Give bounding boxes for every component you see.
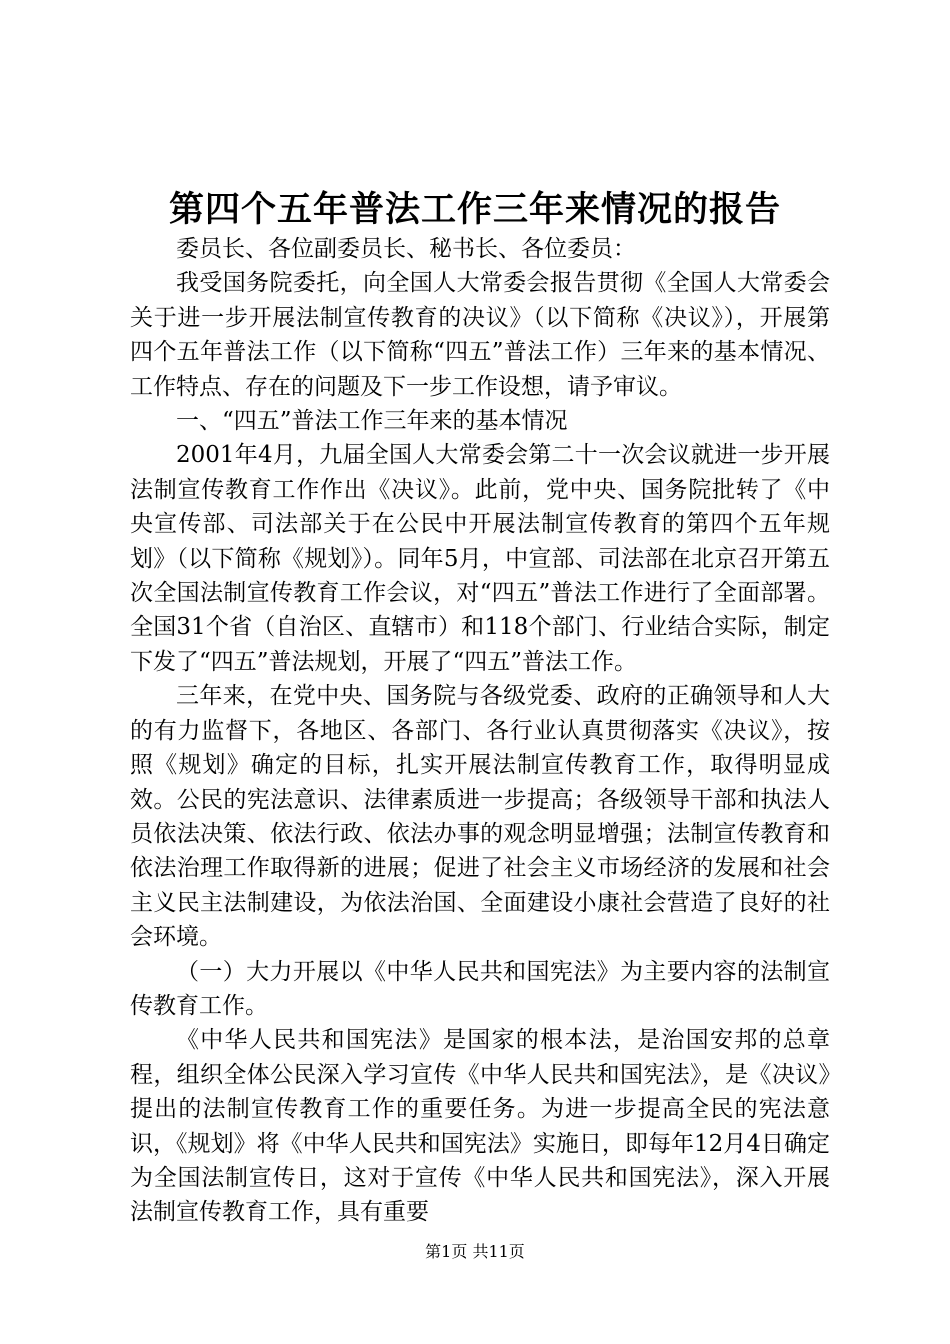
page-footer: 第1页 共11页	[425, 1242, 525, 1261]
paragraph-salutation: 委员长、各位副委员长、秘书长、各位委员：	[176, 236, 636, 262]
paragraph-constitution: 《中华人民共和国宪法》是国家的根本法，是治国安邦的总章程，组织全体公民深入学习宣传《中华人民共和国宪法》，是《决议》提出的法制宣传教育工作的重要任务。为进一步提高全民的宪法意识，《规划》将《中华人民共和国宪法》实施日，即每年12月4日确定为全国法制宣传日，这对于宣传《中华人民共和国宪法》，深入开展法制宣传教育工作，具有重要	[130, 1027, 830, 1226]
paragraph-background: 2001年4月，九届全国人大常委会第二十一次会议就进一步开展法制宣传教育工作作出《决议》。此前，党中央、国务院批转了《中央宣传部、司法部关于在公民中开展法制宣传教育的第四个五年规划》（以下简称《规划》）。同年5月，中宣部、司法部在北京召开第五次全国法制宣传教育工作会议，对“四五”普法工作进行了全面部署。全国31个省（自治区、直辖市）和118个部门、行业结合实际，制定下发了“四五”普法规划，开展了“四五”普法工作。	[130, 442, 830, 675]
document-title: 第四个五年普法工作三年来情况的报告	[168, 189, 781, 230]
paragraph-intro: 我受国务院委托，向全国人大常委会报告贯彻《全国人大常委会关于进一步开展法制宣传教育的决议》（以下简称《决议》），开展第四个五年普法工作（以下简称“四五”普法工作）三年来的基本情况、工作特点、存在的问题及下一步工作设想，请予审议。	[130, 270, 830, 400]
subsection-heading-1: （一）大力开展以《中华人民共和国宪法》为主要内容的法制宣传教育工作。	[130, 958, 830, 1019]
paragraph-achievements: 三年来，在党中央、国务院与各级党委、政府的正确领导和人大的有力监督下，各地区、各部门、各行业认真贯彻落实《决议》，按照《规划》确定的目标，扎实开展法制宣传教育工作，取得明显成效。公民的宪法意识、法律素质进一步提高；各级领导干部和执法人员依法决策、依法行政、依法办事的观念明显增强；法制宣传教育和依法治理工作取得新的进展；促进了社会主义市场经济的发展和社会主义民主法制建设，为依法治国、全面建设小康社会营造了良好的社会环境。	[130, 683, 830, 951]
document-body	[130, 232, 830, 1230]
section-heading-1: 一、“四五”普法工作三年来的基本情况	[176, 408, 568, 435]
